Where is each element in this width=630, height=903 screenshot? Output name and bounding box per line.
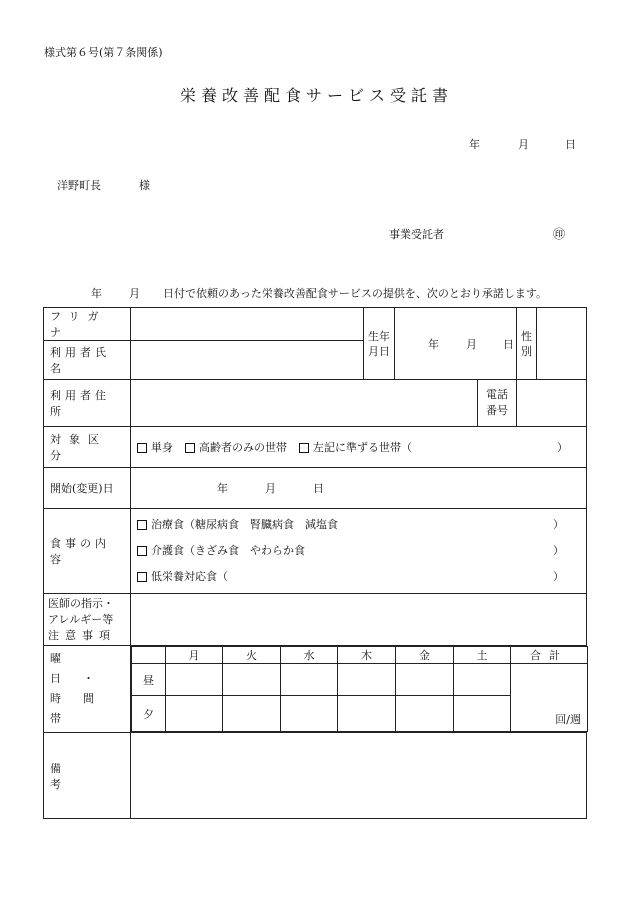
day-header: 水 <box>281 647 338 664</box>
total-header <box>511 647 588 664</box>
meal-low-nutrition-close: ） <box>553 570 564 583</box>
target-label: 対象区分 <box>50 433 107 462</box>
schedule-label-line2: 時間帯 <box>50 692 116 725</box>
dinner-cell[interactable] <box>454 696 511 732</box>
intro-year: 年 <box>91 287 102 300</box>
start-day-label: 日 <box>313 482 324 495</box>
schedule-corner <box>132 647 166 664</box>
intro-text: 日付で依頼のあった栄養改善配食サービスの提供を、次のとおり承諾します。 <box>163 287 548 300</box>
meal-options-cell <box>131 509 587 594</box>
lunch-cell[interactable] <box>281 664 338 696</box>
date-day-label: 日 <box>565 138 576 151</box>
day-header: 金 <box>396 647 454 664</box>
target-close-paren: ） <box>557 441 568 454</box>
doctor-notes-field[interactable] <box>131 594 587 646</box>
dinner-cell[interactable] <box>166 696 223 732</box>
furigana-label-cell <box>44 308 131 341</box>
birth-label-cell <box>364 308 395 380</box>
intro-month: 月 <box>129 287 140 300</box>
per-week-label: 回/週 <box>555 713 581 726</box>
schedule-label-line1: 曜日・ <box>50 652 116 685</box>
birth-month-label: 月 <box>466 337 477 351</box>
remarks-label-cell <box>44 733 131 819</box>
form-number: 様式第６号(第７条関係) <box>44 46 163 59</box>
furigana-field[interactable] <box>131 308 364 341</box>
lunch-cell[interactable] <box>454 664 511 696</box>
page-title: 栄養改善配食サービス受託書 <box>180 86 454 105</box>
birth-day-label: 日 <box>503 337 514 351</box>
remarks-label: 備考 <box>50 761 109 791</box>
sex-label: 性別 <box>521 329 532 358</box>
dinner-cell[interactable] <box>223 696 281 732</box>
lunch-label: 昼 <box>132 664 166 696</box>
checkbox-elderly-only[interactable] <box>185 439 287 455</box>
meal-nursing-close: ） <box>553 544 564 557</box>
birth-label: 生年月日 <box>368 329 390 358</box>
sex-field[interactable] <box>537 308 587 380</box>
meal-label-cell <box>44 509 131 594</box>
meal-low-nutrition-label: 低栄養対応食（ <box>151 570 228 583</box>
addressee: 洋野町長 <box>57 179 101 192</box>
start-year-label: 年 <box>217 482 228 495</box>
doctor-label-line1: 医師の指示・ <box>48 596 114 610</box>
checkbox-equivalent[interactable] <box>299 439 412 455</box>
service-form-table <box>43 307 587 819</box>
option-elderly-label: 高齢者のみの世帯 <box>199 441 287 454</box>
checkbox-therapeutic[interactable] <box>137 512 586 538</box>
sex-label-cell <box>517 308 537 380</box>
meal-therapeutic-label: 治療食（糖尿病食 腎臓病食 減塩食 <box>151 518 338 531</box>
meal-nursing-label: 介護食（きざみ食 やわらか食 <box>151 544 305 557</box>
checkbox-low-nutrition[interactable] <box>137 564 586 590</box>
schedule-grid-cell <box>131 646 587 733</box>
doctor-label-line2: アレルギー等 <box>48 612 114 626</box>
option-equivalent-label: 左記に準ずる世帯（ <box>313 441 412 454</box>
start-label: 開始(変更)日 <box>50 482 114 495</box>
checkbox-single[interactable] <box>137 439 173 455</box>
lunch-cell[interactable] <box>166 664 223 696</box>
seal-mark: ㊞ <box>553 227 566 241</box>
day-header: 木 <box>338 647 396 664</box>
address-field[interactable] <box>131 380 517 427</box>
date-year-label: 年 <box>469 138 480 151</box>
remarks-field[interactable] <box>131 733 587 819</box>
birth-year-label: 年 <box>428 337 439 351</box>
user-name-field[interactable] <box>131 341 364 380</box>
day-header: 火 <box>223 647 281 664</box>
address-label-cell <box>44 380 131 427</box>
contractor-label: 事業受託者 <box>389 228 444 241</box>
doctor-label-cell <box>44 594 131 646</box>
furigana-label: フリガナ <box>50 310 107 339</box>
user-name-label-cell <box>44 341 131 380</box>
user-name-label: 利用者氏名 <box>50 346 110 375</box>
dinner-cell[interactable] <box>338 696 396 732</box>
total-label: 合計 <box>530 649 568 662</box>
start-month-label: 月 <box>265 482 276 495</box>
dinner-label: 夕 <box>132 696 166 732</box>
day-header: 月 <box>166 647 223 664</box>
lunch-cell[interactable] <box>396 664 454 696</box>
option-single-label: 単身 <box>151 441 173 454</box>
date-month-label: 月 <box>518 138 529 151</box>
lunch-cell[interactable] <box>338 664 396 696</box>
birth-date-field[interactable] <box>395 308 517 380</box>
target-label-cell <box>44 427 131 468</box>
meal-label: 食事の内容 <box>50 537 110 566</box>
start-date-field[interactable] <box>131 468 587 509</box>
start-label-cell <box>44 468 131 509</box>
checkbox-nursing[interactable] <box>137 538 586 564</box>
addressee-honorific: 様 <box>139 179 150 192</box>
dinner-cell[interactable] <box>396 696 454 732</box>
total-cell[interactable] <box>511 664 588 732</box>
lunch-cell[interactable] <box>223 664 281 696</box>
schedule-grid <box>131 646 588 732</box>
phone-label: 電話番号 <box>486 388 508 417</box>
doctor-label-line3: 注意事項 <box>48 628 116 642</box>
phone-field[interactable] <box>517 380 587 427</box>
target-options-cell <box>131 427 587 468</box>
address-label: 利用者住所 <box>50 389 110 418</box>
day-header: 土 <box>454 647 511 664</box>
dinner-cell[interactable] <box>281 696 338 732</box>
meal-therapeutic-close: ） <box>553 518 564 531</box>
schedule-label-cell <box>44 646 131 733</box>
